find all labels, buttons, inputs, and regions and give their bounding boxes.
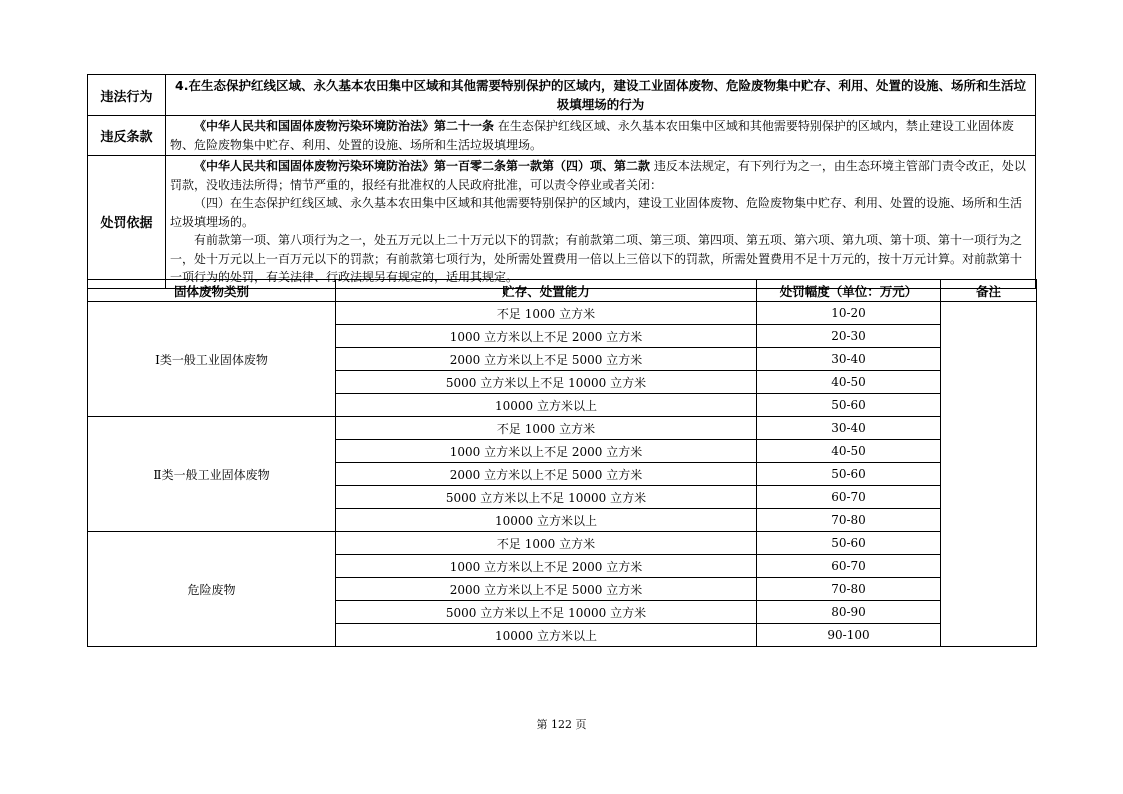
penalty-cell: 30-40 xyxy=(757,417,941,440)
header-category: 固体废物类别 xyxy=(88,280,336,302)
capacity-cell: 1000 立方米以上不足 2000 立方米 xyxy=(336,325,757,348)
legal-info-table xyxy=(87,74,1036,289)
capacity-cell: 5000 立方米以上不足 10000 立方米 xyxy=(336,601,757,624)
basis-law-title: 《中华人民共和国固体废物污染环境防治法》第一百零二条第一款第（四）项、第二款 xyxy=(194,159,651,173)
remark-cell xyxy=(941,302,1037,647)
capacity-cell: 5000 立方米以上不足 10000 立方米 xyxy=(336,486,757,509)
basis-row xyxy=(88,156,1036,289)
penalty-cell: 60-70 xyxy=(757,486,941,509)
violation-label: 违法行为 xyxy=(88,75,166,116)
capacity-cell: 1000 立方米以上不足 2000 立方米 xyxy=(336,555,757,578)
capacity-cell: 不足 1000 立方米 xyxy=(336,417,757,440)
page-number: 第 122 页 xyxy=(536,718,587,731)
header-penalty: 处罚幅度（单位：万元） xyxy=(757,280,941,302)
penalty-cell: 20-30 xyxy=(757,325,941,348)
penalty-table-body xyxy=(88,302,1037,647)
penalty-cell: 30-40 xyxy=(757,348,941,371)
penalty-cell: 50-60 xyxy=(757,463,941,486)
penalty-cell: 70-80 xyxy=(757,509,941,532)
capacity-cell: 10000 立方米以上 xyxy=(336,394,757,417)
capacity-cell: 10000 立方米以上 xyxy=(336,509,757,532)
waste-category-cell: 危险废物 xyxy=(88,532,336,647)
penalty-cell: 40-50 xyxy=(757,440,941,463)
capacity-cell: 2000 立方米以上不足 5000 立方米 xyxy=(336,578,757,601)
penalty-cell: 50-60 xyxy=(757,394,941,417)
basis-paragraph-1: 违反本法规定，有下列行为之一，由生态环境主管部门责令改正，处以罚款，没收违法所得；情节严重的，报经有批准权的人民政府批准，可以责令停业或者关闭： xyxy=(170,159,1026,192)
capacity-cell: 1000 立方米以上不足 2000 立方米 xyxy=(336,440,757,463)
header-capacity: 贮存、处置能力 xyxy=(336,280,757,302)
capacity-cell: 5000 立方米以上不足 10000 立方米 xyxy=(336,371,757,394)
capacity-cell: 不足 1000 立方米 xyxy=(336,302,757,325)
penalty-cell: 50-60 xyxy=(757,532,941,555)
penalty-table xyxy=(87,279,1037,647)
waste-category-cell: Ⅱ类一般工业固体废物 xyxy=(88,417,336,532)
penalty-cell: 40-50 xyxy=(757,371,941,394)
penalty-cell: 60-70 xyxy=(757,555,941,578)
basis-label: 处罚依据 xyxy=(88,156,166,289)
clause-row xyxy=(88,116,1036,156)
penalty-cell: 80-90 xyxy=(757,601,941,624)
penalty-cell: 70-80 xyxy=(757,578,941,601)
clause-label: 违反条款 xyxy=(88,116,166,156)
clause-law-title: 《中华人民共和国固体废物污染环境防治法》第二十一条 xyxy=(194,119,495,133)
table-row xyxy=(88,302,1037,325)
capacity-cell: 2000 立方米以上不足 5000 立方米 xyxy=(336,348,757,371)
penalty-cell: 10-20 xyxy=(757,302,941,325)
basis-paragraph-3: 有前款第一项、第八项行为之一，处五万元以上二十万元以下的罚款；有前款第二项、第三项、第四项、第五项、第六项、第九项、第十项、第十一项行为之一，处十万元以上一百万元以下的罚款；有前款第七项行为，处所需处置费用一倍以上三倍以下的罚款，所需处置费用不足十万元的，按十万元计算。对前款第十一项行为的处罚，有关法律、行政法规另有规定的，适用其规定。 xyxy=(170,233,1023,284)
basis-content xyxy=(166,156,1036,289)
violation-row xyxy=(88,75,1036,116)
capacity-cell: 2000 立方米以上不足 5000 立方米 xyxy=(336,463,757,486)
violation-text: 4.在生态保护红线区域、永久基本农田集中区域和其他需要特别保护的区域内，建设工业固体废物、危险废物集中贮存、利用、处置的设施、场所和生活垃圾填埋场的行为 xyxy=(166,75,1036,116)
capacity-cell: 不足 1000 立方米 xyxy=(336,532,757,555)
table-row xyxy=(88,532,1037,555)
table-row xyxy=(88,417,1037,440)
penalty-table-header xyxy=(88,280,1037,302)
waste-category-cell: Ⅰ类一般工业固体废物 xyxy=(88,302,336,417)
capacity-cell: 10000 立方米以上 xyxy=(336,624,757,647)
header-remark: 备注 xyxy=(941,280,1037,302)
penalty-cell: 90-100 xyxy=(757,624,941,647)
basis-paragraph-2: （四）在生态保护红线区域、永久基本农田集中区域和其他需要特别保护的区域内，建设工业固体废物、危险废物集中贮存、利用、处置的设施、场所和生活垃圾填埋场的。 xyxy=(170,196,1023,229)
clause-content xyxy=(166,116,1036,156)
clause-text: 在生态保护红线区域、永久基本农田集中区域和其他需要特别保护的区域内，禁止建设工业固体废物、危险废物集中贮存、利用、处置的设施、场所和生活垃圾填埋场。 xyxy=(170,119,1014,152)
